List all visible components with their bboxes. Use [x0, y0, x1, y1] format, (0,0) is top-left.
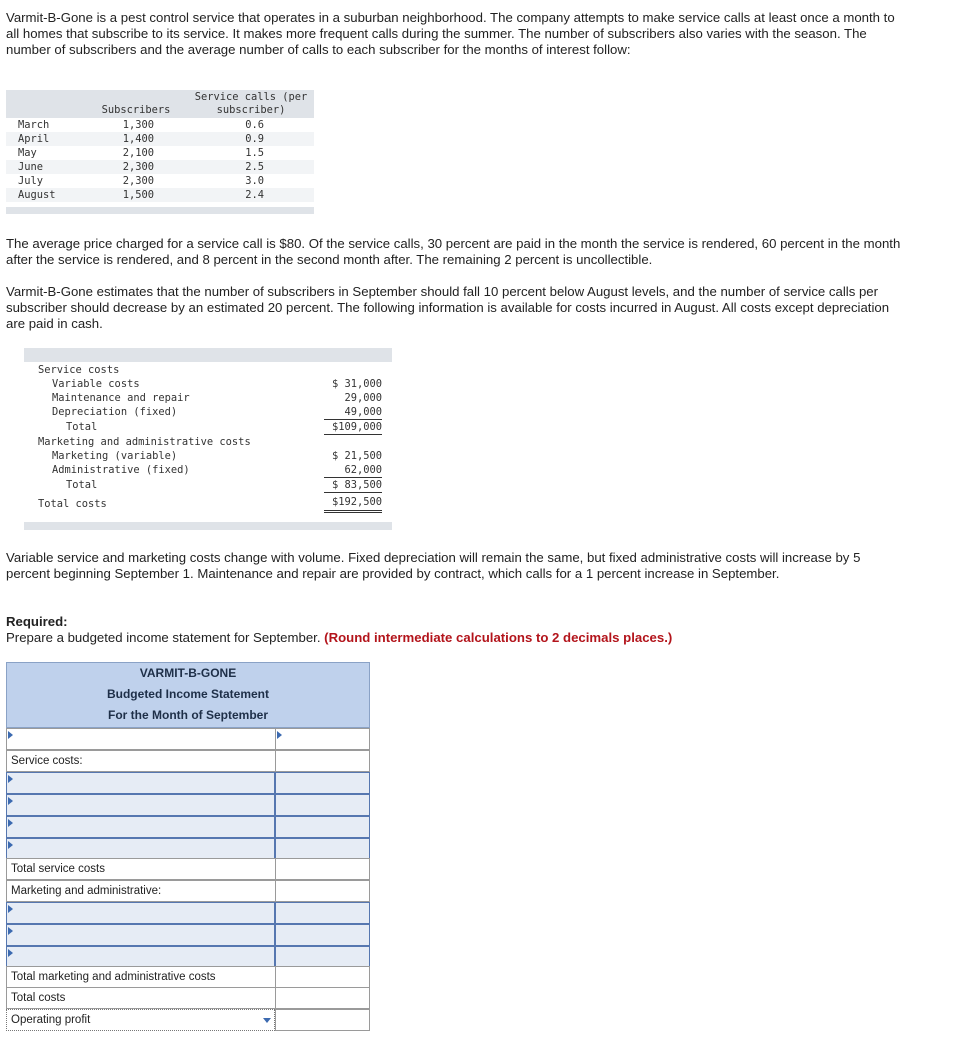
- total-costs-label: Total costs: [38, 498, 107, 510]
- input-marker-icon: [8, 905, 13, 913]
- mkt-admin-input-row[interactable]: [6, 902, 370, 924]
- input-marker-icon: [8, 819, 13, 827]
- depreciation-label: Depreciation (fixed): [52, 406, 178, 418]
- marketing-value: $ 21,500: [331, 450, 382, 462]
- table-row: [6, 132, 314, 146]
- service-cost-input-row[interactable]: [6, 772, 370, 794]
- total-costs-label: Total costs: [6, 987, 275, 1009]
- mkt-admin-amount-input[interactable]: [276, 925, 369, 945]
- input-marker-icon: [8, 949, 13, 957]
- operating-profit-label: Operating profit: [11, 1014, 91, 1026]
- service-cost-label-input[interactable]: [11, 817, 274, 837]
- table-row: [6, 160, 314, 174]
- budgeted-income-statement-form: [6, 662, 370, 1032]
- marketing-label: Marketing (variable): [52, 450, 178, 462]
- service-cost-input-row[interactable]: [6, 794, 370, 816]
- variable-costs-label: Variable costs: [52, 378, 140, 390]
- month-cell: March: [18, 119, 50, 131]
- service-cost-input-row[interactable]: [6, 816, 370, 838]
- statement-period: For the Month of September: [108, 708, 268, 722]
- maintenance-label: Maintenance and repair: [52, 392, 190, 404]
- input-marker-icon: [8, 731, 13, 739]
- total-service-costs-label: Total service costs: [6, 858, 275, 880]
- blank-row: [6, 728, 370, 750]
- intro-paragraph: Varmit-B-Gone is a pest control service that operates in a suburban neighborhood. The company attempts to make service calls at least once a month to all homes that subscribe to its service. It makes more frequent calls during the summer. The number of subscribers also varies with the season. The number of subscribers and the average number of calls to each subscriber for the months of interest follow:: [6, 10, 895, 57]
- operating-profit-amount-input[interactable]: [276, 1010, 369, 1030]
- mkt-admin-label-input[interactable]: [11, 903, 274, 923]
- service-cost-label-input[interactable]: [11, 839, 274, 859]
- mkt-admin-label: Marketing and administrative:: [6, 880, 275, 902]
- total-service-costs-row: [6, 858, 370, 880]
- service-cost-amount-input[interactable]: [276, 795, 369, 815]
- service-costs-label: Service costs:: [6, 750, 275, 772]
- table-footer-band: [24, 522, 392, 530]
- table-footer-band: [6, 207, 314, 214]
- service-cost-amount-input[interactable]: [276, 817, 369, 837]
- required-text: Prepare a budgeted income statement for September.: [6, 630, 321, 645]
- table-row: [6, 146, 314, 160]
- calls-cell: 3.0: [245, 175, 264, 187]
- dropdown-arrow-icon[interactable]: [263, 1018, 271, 1023]
- table-row: [6, 118, 314, 132]
- mkt-admin-amount-input[interactable]: [276, 903, 369, 923]
- operating-profit-row[interactable]: [6, 1009, 370, 1031]
- variable-costs-value: $ 31,000: [331, 378, 382, 390]
- total-costs-row: [6, 987, 370, 1009]
- august-costs-table: [24, 348, 392, 530]
- service-costs-row: [6, 750, 370, 772]
- total-mkt-admin-label: Total marketing and administrative costs: [6, 966, 275, 988]
- service-total-label: Total: [66, 421, 98, 433]
- subscribers-table: [6, 90, 314, 214]
- subscribers-cell: 1,300: [122, 119, 154, 131]
- payment-paragraph: The average price charged for a service call is $80. Of the service calls, 30 percent are paid in the month the service is rendered, 60 percent in the month after the service is rendered, and 8 percent in the second month after. The remaining 2 percent is uncollectible.: [6, 236, 901, 267]
- statement-title-band: [6, 662, 370, 728]
- col-subscribers-header: Subscribers: [101, 104, 171, 116]
- subscribers-cell: 1,500: [122, 189, 154, 201]
- service-cost-amount-input[interactable]: [276, 839, 369, 859]
- month-cell: July: [18, 175, 44, 187]
- administrative-label: Administrative (fixed): [52, 464, 190, 476]
- total-costs-value: $192,500: [324, 495, 382, 513]
- total-service-costs-value: [275, 858, 370, 880]
- calls-cell: 2.4: [245, 189, 264, 201]
- subscribers-cell: 2,100: [122, 147, 154, 159]
- month-cell: May: [18, 147, 37, 159]
- rounding-note: (Round intermediate calculations to 2 decimals places.): [324, 630, 673, 645]
- total-costs-value: [275, 987, 370, 1009]
- mkt-admin-input-row[interactable]: [6, 924, 370, 946]
- required-instruction: [6, 630, 672, 645]
- mkt-admin-heading: Marketing and administrative costs: [38, 436, 251, 448]
- total-mkt-admin-value: [275, 966, 370, 988]
- statement-name: Budgeted Income Statement: [106, 687, 270, 701]
- service-costs-heading: Service costs: [38, 364, 120, 376]
- calls-cell: 0.9: [245, 133, 264, 145]
- depreciation-value: 49,000: [324, 405, 382, 420]
- subscribers-cell: 2,300: [122, 161, 154, 173]
- service-cost-amount-input[interactable]: [276, 773, 369, 793]
- table-header-band: [24, 348, 392, 362]
- mkt-admin-row: [6, 880, 370, 902]
- mkt-admin-amount-input[interactable]: [276, 947, 369, 967]
- subscribers-cell: 1,400: [122, 133, 154, 145]
- mkt-total-value: $ 83,500: [324, 478, 382, 493]
- input-marker-icon: [8, 927, 13, 935]
- administrative-value: 62,000: [324, 463, 382, 478]
- input-marker-icon: [8, 797, 13, 805]
- mkt-admin-label-input[interactable]: [11, 925, 274, 945]
- mkt-admin-label-input[interactable]: [11, 947, 274, 967]
- month-cell: June: [18, 161, 44, 173]
- required-heading: Required:: [6, 614, 68, 629]
- subscribers-cell: 2,300: [122, 175, 154, 187]
- total-mkt-admin-row: [6, 966, 370, 988]
- calls-cell: 1.5: [245, 147, 264, 159]
- table-row: [6, 174, 314, 188]
- mkt-admin-input-row[interactable]: [6, 946, 370, 968]
- table-row: [6, 188, 314, 202]
- month-cell: August: [18, 189, 56, 201]
- estimate-paragraph: Varmit-B-Gone estimates that the number of subscribers in September should fall 10 percent below August levels, and the number of service calls per subscriber should decrease by an estimated 20 percent. The following information is available for costs incurred in August. All costs except depreciation are paid in cash.: [6, 284, 890, 331]
- service-cost-label-input[interactable]: [11, 795, 274, 815]
- month-cell: April: [18, 133, 50, 145]
- maintenance-value: 29,000: [344, 392, 382, 404]
- service-cost-input-row[interactable]: [6, 838, 370, 860]
- col-calls-header-line2: subscriber): [216, 104, 286, 116]
- mkt-total-label: Total: [66, 479, 98, 491]
- input-marker-icon: [277, 731, 282, 739]
- company-name: VARMIT-B-GONE: [139, 666, 237, 680]
- service-cost-label-input[interactable]: [11, 773, 274, 793]
- input-marker-icon: [8, 775, 13, 783]
- service-total-value: $109,000: [324, 420, 382, 435]
- variable-costs-paragraph: Variable service and marketing costs change with volume. Fixed depreciation will remain the same, but fixed administrative costs will increase by 5 percent beginning September 1. Maintenance and repair are provided by contract, which calls for a 1 percent increase in September.: [6, 550, 861, 581]
- col-calls-header-line1: Service calls (per: [194, 91, 308, 103]
- input-marker-icon: [8, 841, 13, 849]
- operating-profit-dropdown[interactable]: [6, 1009, 275, 1031]
- calls-cell: 2.5: [245, 161, 264, 173]
- calls-cell: 0.6: [245, 119, 264, 131]
